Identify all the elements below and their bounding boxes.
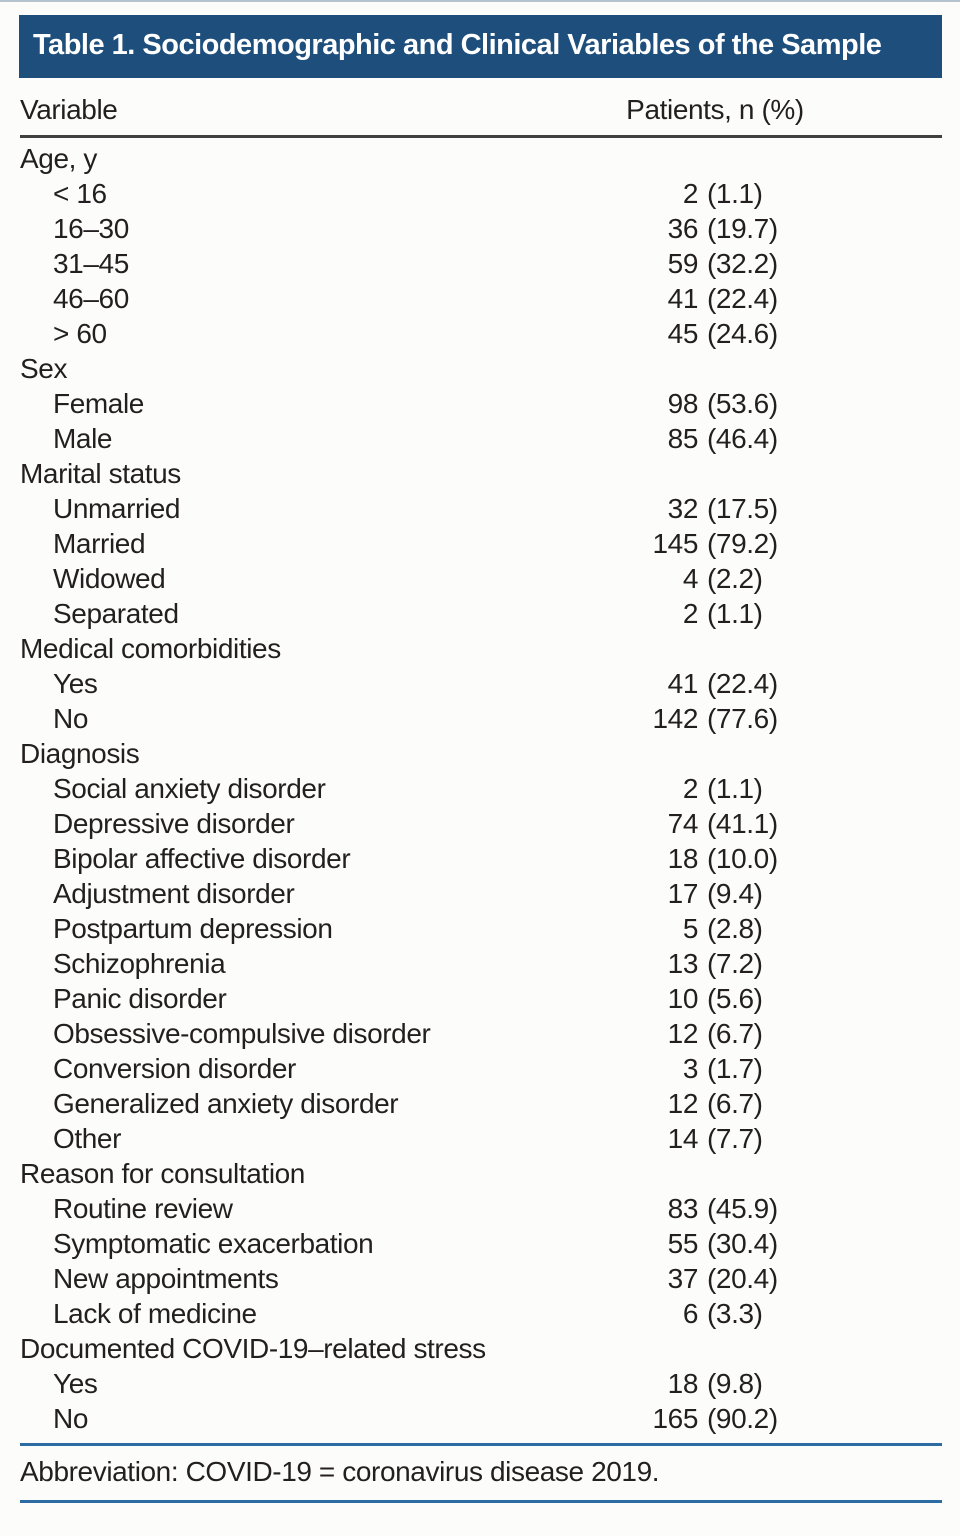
row-percent: (2.8) <box>707 913 763 944</box>
table-row <box>20 1261 942 1296</box>
section-label: Marital status <box>20 458 181 489</box>
row-label: 46–60 <box>53 283 129 314</box>
row-value <box>580 771 850 806</box>
row-count: 12 <box>667 1018 698 1049</box>
row-value <box>580 981 850 1016</box>
row-label: Separated <box>53 598 179 629</box>
row-percent: (5.6) <box>707 983 763 1014</box>
row-percent: (3.3) <box>707 1298 763 1329</box>
section-label: Sex <box>20 353 68 384</box>
row-percent: (53.6) <box>707 388 778 419</box>
row-percent: (10.0) <box>707 843 778 874</box>
row-count: 36 <box>667 213 698 244</box>
row-label: Widowed <box>53 563 166 594</box>
row-label: Routine review <box>53 1193 233 1224</box>
row-count: 83 <box>667 1193 698 1224</box>
row-percent: (32.2) <box>707 248 778 279</box>
row-value <box>580 1401 850 1436</box>
row-percent: (77.6) <box>707 703 778 734</box>
row-count: 13 <box>667 948 698 979</box>
table-row <box>20 666 942 701</box>
row-percent: (7.2) <box>707 948 763 979</box>
row-percent: (45.9) <box>707 1193 778 1224</box>
table-row <box>20 176 942 211</box>
row-count: 2 <box>682 598 698 629</box>
table-row <box>20 771 942 806</box>
table-row <box>20 386 942 421</box>
table-title-bar <box>19 15 942 78</box>
row-count: 2 <box>682 773 698 804</box>
bottom-rule <box>20 1500 942 1503</box>
row-count: 98 <box>667 388 698 419</box>
table-content <box>20 78 942 1503</box>
row-count: 32 <box>667 493 698 524</box>
row-value <box>580 806 850 841</box>
row-label: Female <box>53 388 144 419</box>
table-row <box>20 1401 942 1436</box>
row-label: Lack of medicine <box>53 1298 257 1329</box>
row-percent: (90.2) <box>707 1403 778 1434</box>
column-header-row <box>20 78 942 135</box>
row-percent: (24.6) <box>707 318 778 349</box>
row-label: 16–30 <box>53 213 129 244</box>
row-percent: (2.2) <box>707 563 763 594</box>
row-label: Social anxiety disorder <box>53 773 326 804</box>
row-label: Symptomatic exacerbation <box>53 1228 374 1259</box>
table-row <box>20 806 942 841</box>
section-label: Reason for consultation <box>20 1158 305 1189</box>
row-count: 55 <box>667 1228 698 1259</box>
table-row <box>20 981 942 1016</box>
table-row <box>20 911 942 946</box>
column-header-patients: Patients, n (%) <box>626 94 804 125</box>
row-count: 4 <box>682 563 698 594</box>
table-row <box>20 316 942 351</box>
row-count: 41 <box>667 668 698 699</box>
row-percent: (6.7) <box>707 1018 763 1049</box>
table-row <box>20 596 942 631</box>
table-row <box>20 1051 942 1086</box>
row-percent: (1.7) <box>707 1053 763 1084</box>
row-label: Bipolar affective disorder <box>53 843 351 874</box>
row-label: > 60 <box>53 318 107 349</box>
table-title: Table 1. Sociodemographic and Clinical Variables of the Sample <box>33 29 882 61</box>
table-row <box>20 491 942 526</box>
row-value <box>580 246 850 281</box>
row-value <box>580 1296 850 1331</box>
row-count: 165 <box>652 1403 698 1434</box>
row-count: 37 <box>667 1263 698 1294</box>
section-header-row <box>20 631 942 666</box>
table-row <box>20 1121 942 1156</box>
row-value <box>580 596 850 631</box>
row-count: 41 <box>667 283 698 314</box>
row-value <box>580 386 850 421</box>
table-row <box>20 246 942 281</box>
table-row <box>20 1191 942 1226</box>
row-percent: (1.1) <box>707 598 763 629</box>
row-value <box>580 1261 850 1296</box>
section-label: Diagnosis <box>20 738 140 769</box>
row-value <box>580 526 850 561</box>
row-count: 59 <box>667 248 698 279</box>
row-value <box>580 211 850 246</box>
section-header-row <box>20 1156 942 1191</box>
row-percent: (22.4) <box>707 668 778 699</box>
row-percent: (79.2) <box>707 528 778 559</box>
table-row <box>20 701 942 736</box>
row-count: 3 <box>682 1053 698 1084</box>
row-percent: (20.4) <box>707 1263 778 1294</box>
row-label: No <box>53 1403 88 1434</box>
table-row <box>20 526 942 561</box>
row-percent: (17.5) <box>707 493 778 524</box>
row-label: Schizophrenia <box>53 948 226 979</box>
row-label: New appointments <box>53 1263 279 1294</box>
row-count: 74 <box>667 808 698 839</box>
row-label: 31–45 <box>53 248 129 279</box>
row-value <box>580 1366 850 1401</box>
table-row <box>20 281 942 316</box>
row-label: Other <box>53 1123 122 1154</box>
table-row <box>20 1086 942 1121</box>
row-label: < 16 <box>53 178 107 209</box>
row-percent: (22.4) <box>707 283 778 314</box>
row-count: 5 <box>682 913 698 944</box>
row-label: Yes <box>53 1368 98 1399</box>
row-label: No <box>53 703 88 734</box>
section-label: Medical comorbidities <box>20 633 281 664</box>
row-count: 17 <box>667 878 698 909</box>
row-count: 18 <box>667 843 698 874</box>
row-count: 18 <box>667 1368 698 1399</box>
row-value <box>580 1191 850 1226</box>
row-percent: (46.4) <box>707 423 778 454</box>
table-row <box>20 421 942 456</box>
section-header-row <box>20 736 942 771</box>
row-value <box>580 281 850 316</box>
row-percent: (9.4) <box>707 878 763 909</box>
row-percent: (30.4) <box>707 1228 778 1259</box>
table-row <box>20 841 942 876</box>
table-row <box>20 1366 942 1401</box>
row-value <box>580 1016 850 1051</box>
row-value <box>580 1051 850 1086</box>
row-percent: (6.7) <box>707 1088 763 1119</box>
table-row <box>20 561 942 596</box>
row-count: 6 <box>682 1298 698 1329</box>
row-label: Adjustment disorder <box>53 878 295 909</box>
row-percent: (19.7) <box>707 213 778 244</box>
row-value <box>580 316 850 351</box>
row-label: Generalized anxiety disorder <box>53 1088 399 1119</box>
table-row <box>20 211 942 246</box>
row-value <box>580 666 850 701</box>
section-label: Age, y <box>20 143 97 174</box>
row-value <box>580 1226 850 1261</box>
row-label: Postpartum depression <box>53 913 333 944</box>
row-count: 45 <box>667 318 698 349</box>
row-count: 85 <box>667 423 698 454</box>
table-row <box>20 1016 942 1051</box>
row-percent: (7.7) <box>707 1123 763 1154</box>
row-percent: (1.1) <box>707 178 763 209</box>
table-row <box>20 1226 942 1261</box>
row-label: Panic disorder <box>53 983 227 1014</box>
row-count: 14 <box>667 1123 698 1154</box>
row-value <box>580 911 850 946</box>
row-value <box>580 1121 850 1156</box>
row-value <box>580 176 850 211</box>
row-value <box>580 1086 850 1121</box>
row-label: Male <box>53 423 113 454</box>
section-header-row <box>20 1331 942 1366</box>
row-label: Yes <box>53 668 98 699</box>
row-percent: (1.1) <box>707 773 763 804</box>
table-row <box>20 876 942 911</box>
row-count: 145 <box>652 528 698 559</box>
row-label: Depressive disorder <box>53 808 295 839</box>
table-footnote: Abbreviation: COVID-19 = coronavirus disease 2019. <box>20 1456 660 1487</box>
row-count: 142 <box>652 703 698 734</box>
row-label: Conversion disorder <box>53 1053 296 1084</box>
row-count: 2 <box>682 178 698 209</box>
row-count: 12 <box>667 1088 698 1119</box>
row-percent: (41.1) <box>707 808 778 839</box>
table-row <box>20 946 942 981</box>
row-value <box>580 876 850 911</box>
row-value <box>580 421 850 456</box>
row-label: Obsessive-compulsive disorder <box>53 1018 431 1049</box>
row-value <box>580 841 850 876</box>
section-header-row <box>20 456 942 491</box>
row-count: 10 <box>667 983 698 1014</box>
table-row <box>20 1296 942 1331</box>
section-label: Documented COVID-19–related stress <box>20 1333 486 1364</box>
row-label: Married <box>53 528 146 559</box>
column-header-variable: Variable <box>20 94 118 125</box>
top-divider <box>0 0 960 2</box>
table-body <box>20 138 942 1436</box>
section-header-row <box>20 141 942 176</box>
section-header-row <box>20 351 942 386</box>
row-value <box>580 701 850 736</box>
row-value <box>580 561 850 596</box>
row-label: Unmarried <box>53 493 181 524</box>
row-percent: (9.8) <box>707 1368 763 1399</box>
row-value <box>580 491 850 526</box>
row-value <box>580 946 850 981</box>
